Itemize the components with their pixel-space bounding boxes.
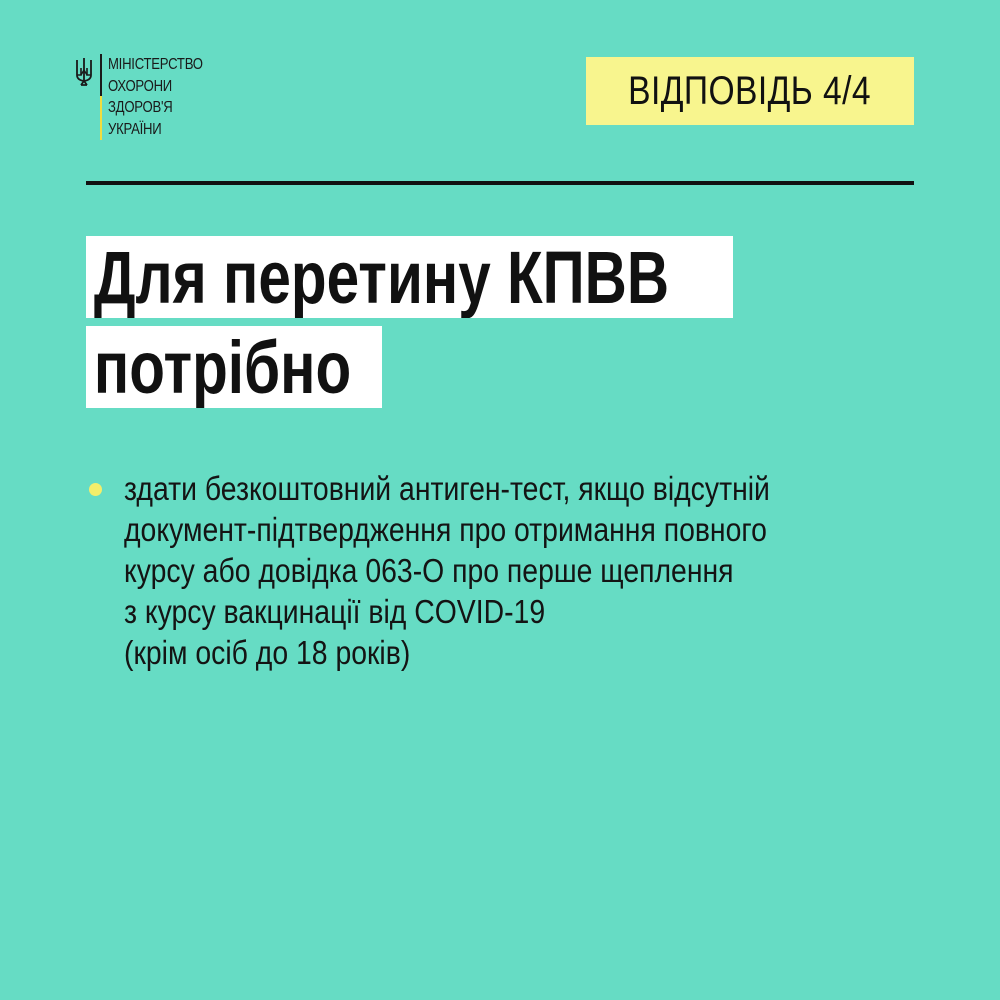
logo-divider — [100, 54, 102, 140]
badge-label: ВІДПОВІДЬ 4/4 — [628, 68, 872, 113]
ministry-logo — [74, 54, 224, 140]
requirements-list — [86, 468, 926, 673]
logo-line: УКРАЇНИ — [108, 120, 162, 138]
headline-line-1 — [86, 236, 733, 318]
logo-line: МІНІСТЕРСТВО — [108, 56, 203, 73]
headline-line-1-text: Для перетину КПВВ — [93, 236, 670, 318]
logo-line: ЗДОРОВ'Я — [108, 99, 173, 116]
logo-line: ОХОРОНИ — [108, 77, 172, 95]
answer-counter-badge — [586, 57, 914, 125]
list-item — [86, 468, 926, 673]
trident-icon — [74, 57, 94, 87]
headline-line-2 — [86, 326, 382, 408]
logo-wordmark — [108, 54, 203, 140]
headline — [86, 236, 733, 416]
header-divider — [86, 181, 914, 185]
headline-line-2-text: потрібно — [93, 326, 352, 408]
bullet-dot-icon — [89, 483, 102, 496]
list-item-text: здати безкоштовний антиген-тест, якщо відсутній документ-підтвердження про отримання повного курсу або довідка 063-О про перше щеплення з курсу вакцинації від COVID-19 (крім осіб до 18 років) — [124, 470, 770, 671]
